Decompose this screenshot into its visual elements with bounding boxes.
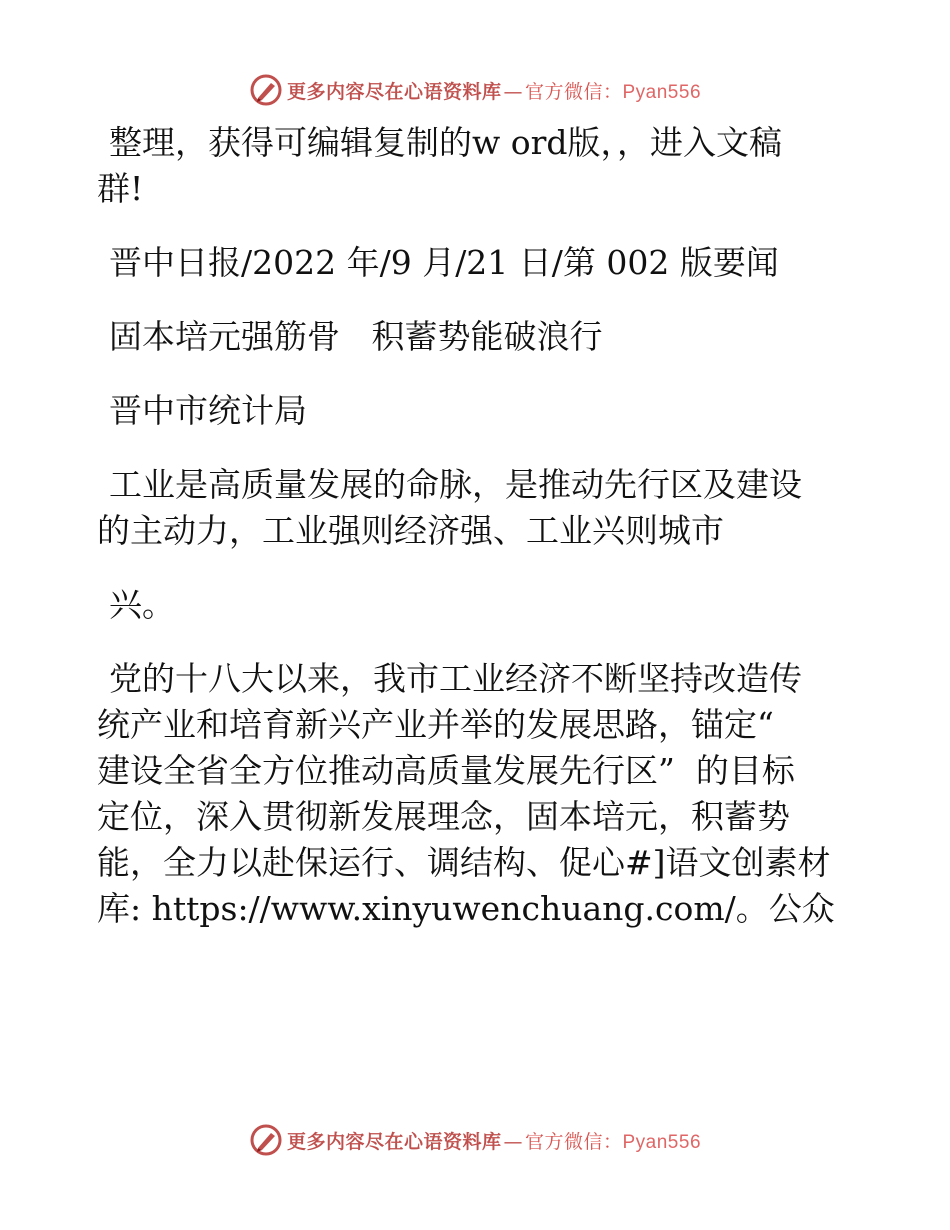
banner-wechat-id: Pyan556 [622,81,702,103]
header-banner [0,70,950,110]
paragraph-line: 统产业和培育新兴产业并举的发展思路，锚定“ [97,705,774,744]
pen-logo-icon [249,1123,283,1157]
paragraph-line: 工业是高质量发展的命脉，是推动先行区及建设 [109,465,802,504]
paragraph-body-3 [97,656,857,932]
paragraph-line: 党的十八大以来，我市工业经济不断坚持改造传 [109,659,802,698]
paragraph-line: 定位，深入贯彻新发展理念，固本培元，积蓄势 [97,797,790,836]
banner-wechat-label: 官方微信： [524,1130,623,1153]
paragraph-body-2 [97,582,857,628]
banner-dash: — [503,1130,523,1153]
paragraph-line: 建设全省全方位推动高质量发展先行区” 的目标 [97,751,795,790]
pen-logo-icon [249,73,283,107]
paragraph-line: 兴。 [109,585,175,624]
paragraph-line: 固本培元强筋骨 积蓄势能破浪行 [109,317,603,356]
banner-wechat-label: 官方微信： [524,80,623,103]
article-title [97,314,857,360]
paragraph-line: 晋中市统计局 [109,391,307,430]
article-author [97,388,857,434]
paragraph-line: 整理，获得可编辑复制的w ord版，，进入文稿 [109,123,783,162]
banner-title: 更多内容尽在心语资料库 [286,1130,502,1153]
paragraph-line: 群! [97,169,144,208]
paragraph-line: 晋中日报/2022 年/9 月/21 日/第 002 版要闻 [109,243,779,282]
paragraph-source [97,240,857,286]
document-body [97,120,857,960]
paragraph-line: 库: https://www.xinyuwenchuang.com/。公众 [97,889,835,928]
paragraph-body-1 [97,462,857,554]
banner-text [287,1127,701,1154]
footer-banner [0,1120,950,1160]
paragraph-line: 的主动力，工业强则经济强、工业兴则城市 [97,511,724,550]
paragraph-intro [97,120,857,212]
banner-text [287,77,701,104]
banner-title: 更多内容尽在心语资料库 [286,80,502,103]
banner-dash: — [503,80,523,103]
banner-wechat-id: Pyan556 [622,1131,702,1153]
paragraph-line: 能，全力以赴保运行、调结构、促心#]语文创素材 [97,843,831,882]
